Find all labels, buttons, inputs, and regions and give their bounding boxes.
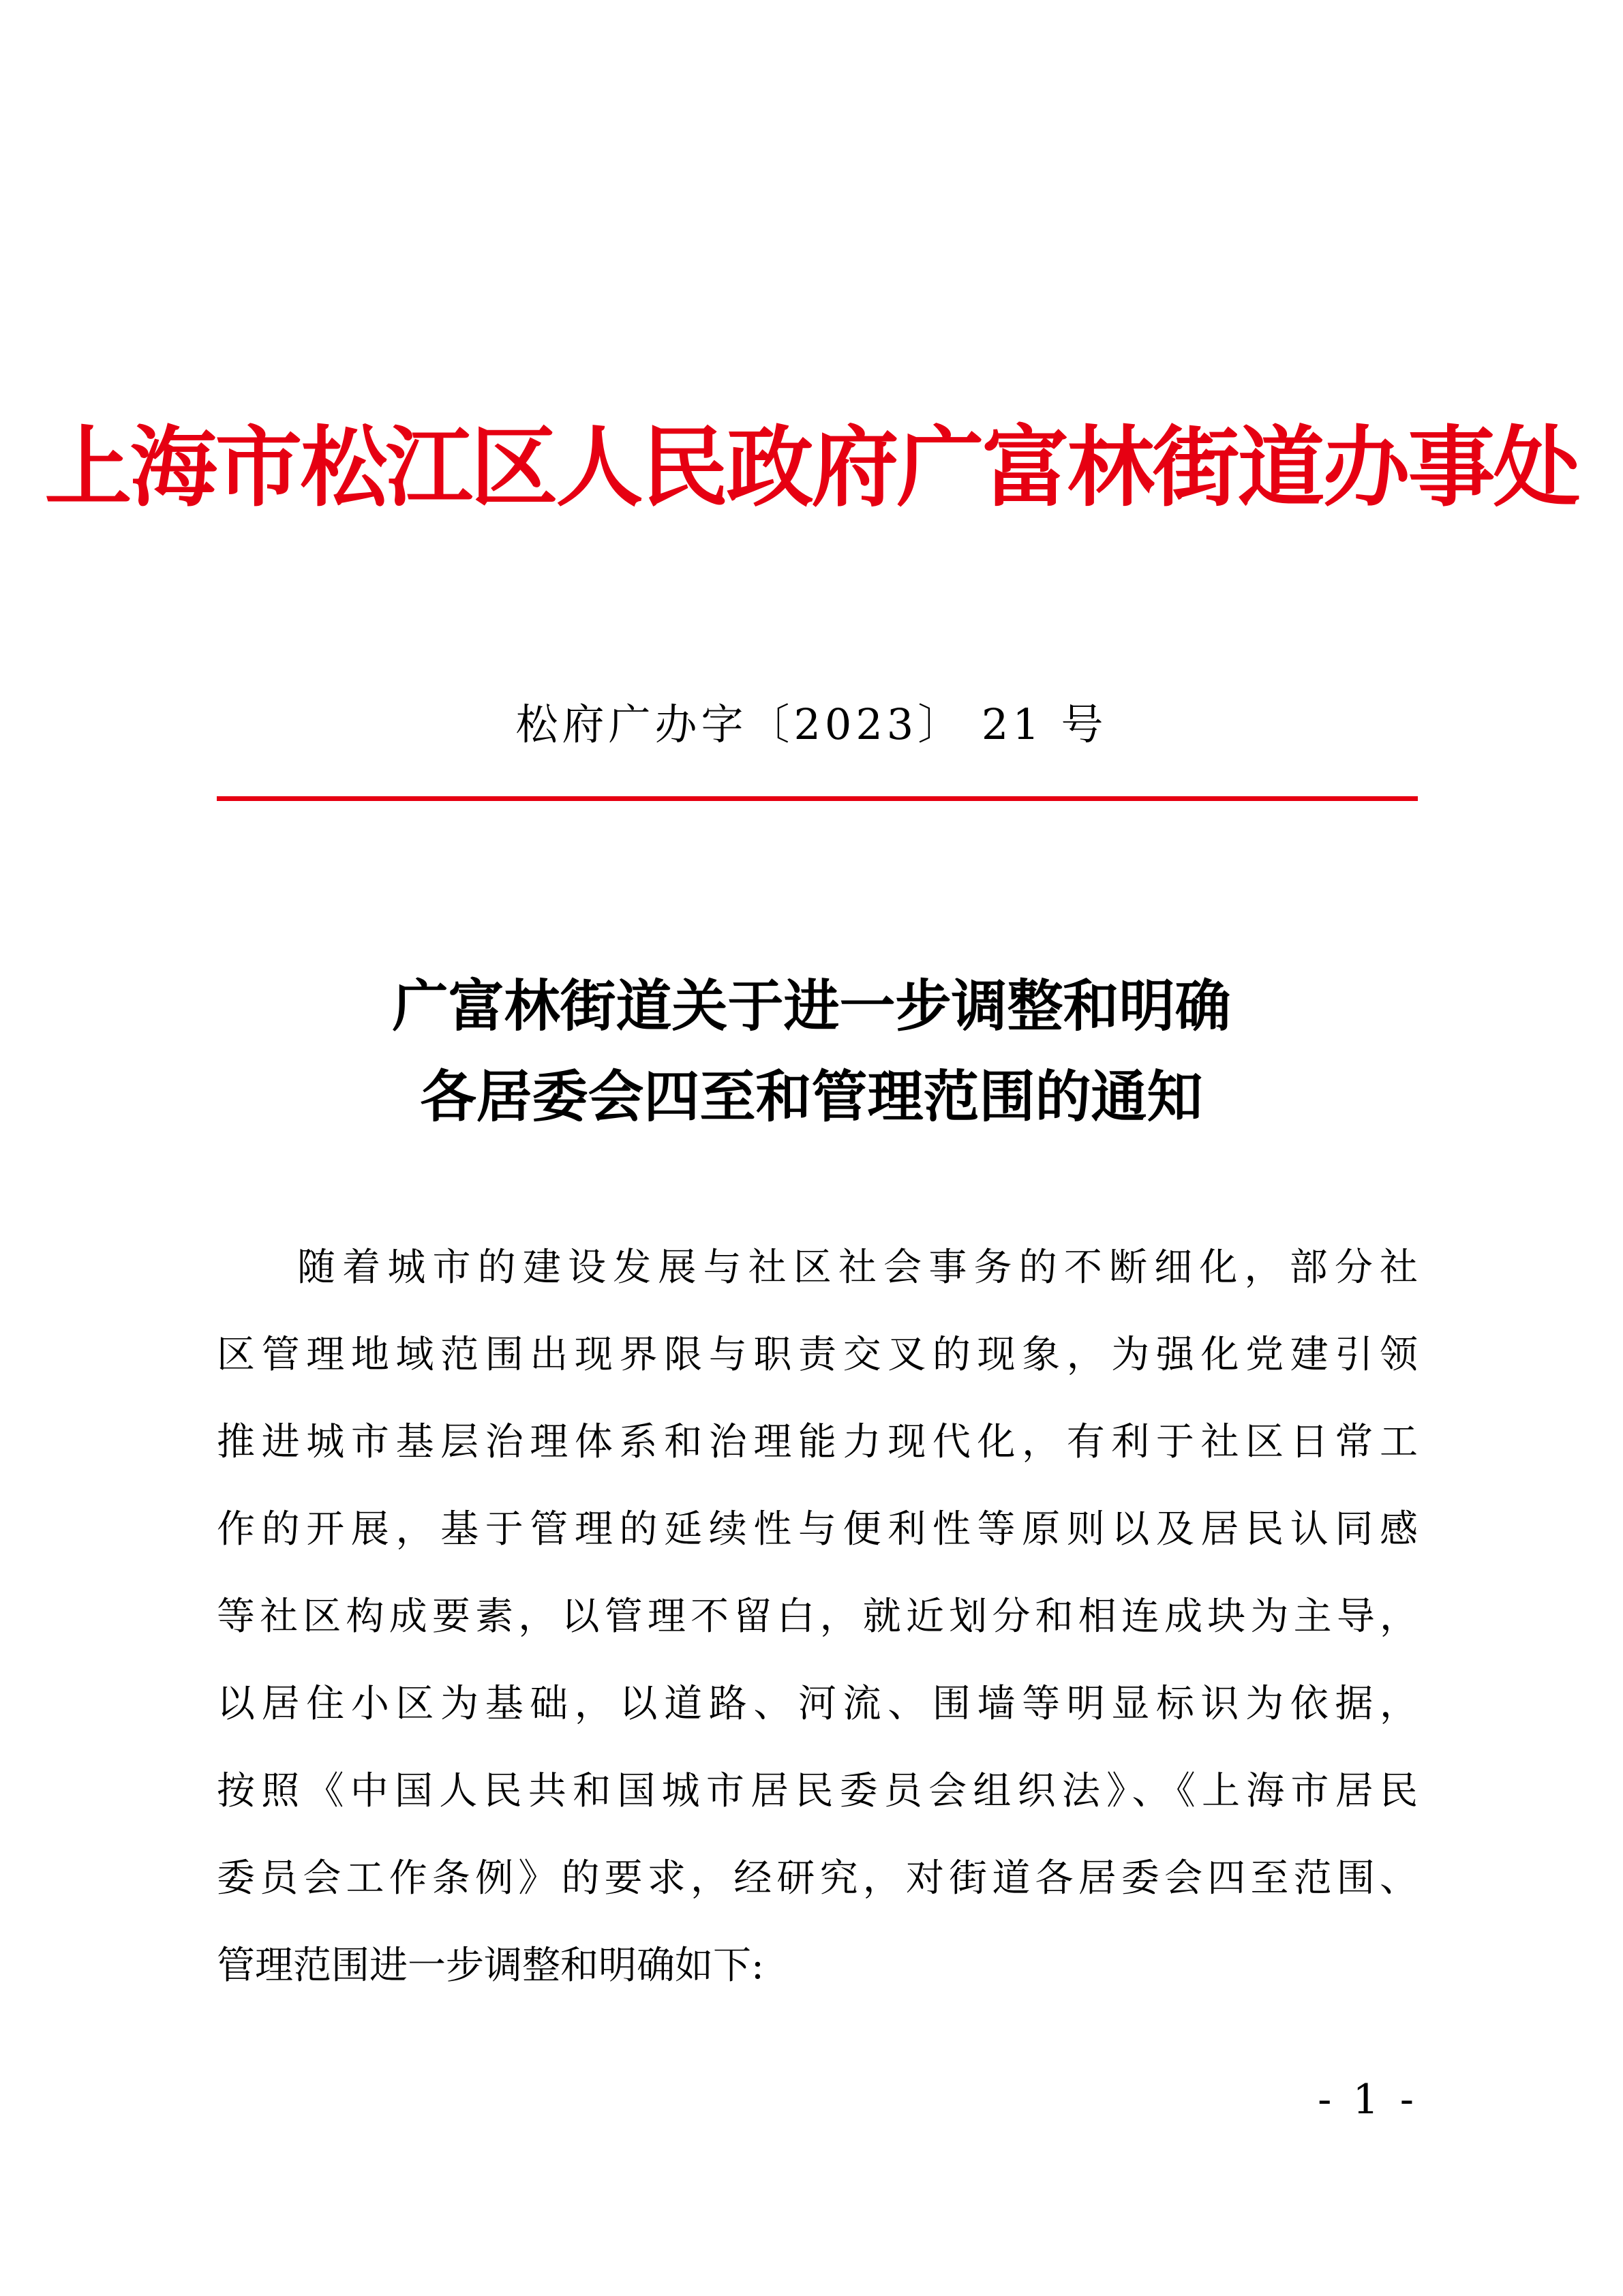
body-line: 管理范围进一步调整和明确如下: [217, 1944, 764, 1988]
body-line: 以居住小区为基础，以道路、河流、围墙等明显标识为依据， [217, 1682, 1418, 1726]
body-line: 按照《中国人民共和国城市居民委员会组织法》、《上海市居民 [217, 1769, 1418, 1813]
body-line: 等社区构成要素，以管理不留白，就近划分和相连成块为主导， [217, 1595, 1418, 1639]
body-line: 推进城市基层治理体系和治理能力现代化，有利于社区日常工 [217, 1420, 1418, 1464]
body-line: 区管理地域范围出现界限与职责交叉的现象，为强化党建引领 [217, 1333, 1418, 1377]
body-paragraph [217, 1224, 1418, 2010]
body-line: 委员会工作条例》的要求，经研究，对街道各居委会四至范围、 [217, 1856, 1418, 1901]
issuer-title: 上海市松江区人民政府广富林街道办事处 [44, 417, 1579, 519]
body-line: 作的开展，基于管理的延续性与便利性等原则以及居民认同感 [217, 1507, 1418, 1552]
body-line: 随着城市的建设发展与社区社会事务的不断细化，部分社 [297, 1245, 1418, 1290]
notice-title-line-2: 各居委会四至和管理范围的通知 [420, 1064, 1203, 1130]
document-number: 松府广办字〔2023〕 21 号 [515, 699, 1108, 749]
page-number: - 1 - [1318, 2076, 1418, 2124]
red-divider-line [217, 796, 1418, 801]
notice-title-line-1: 广富林街道关于进一步调整和明确 [392, 973, 1231, 1039]
